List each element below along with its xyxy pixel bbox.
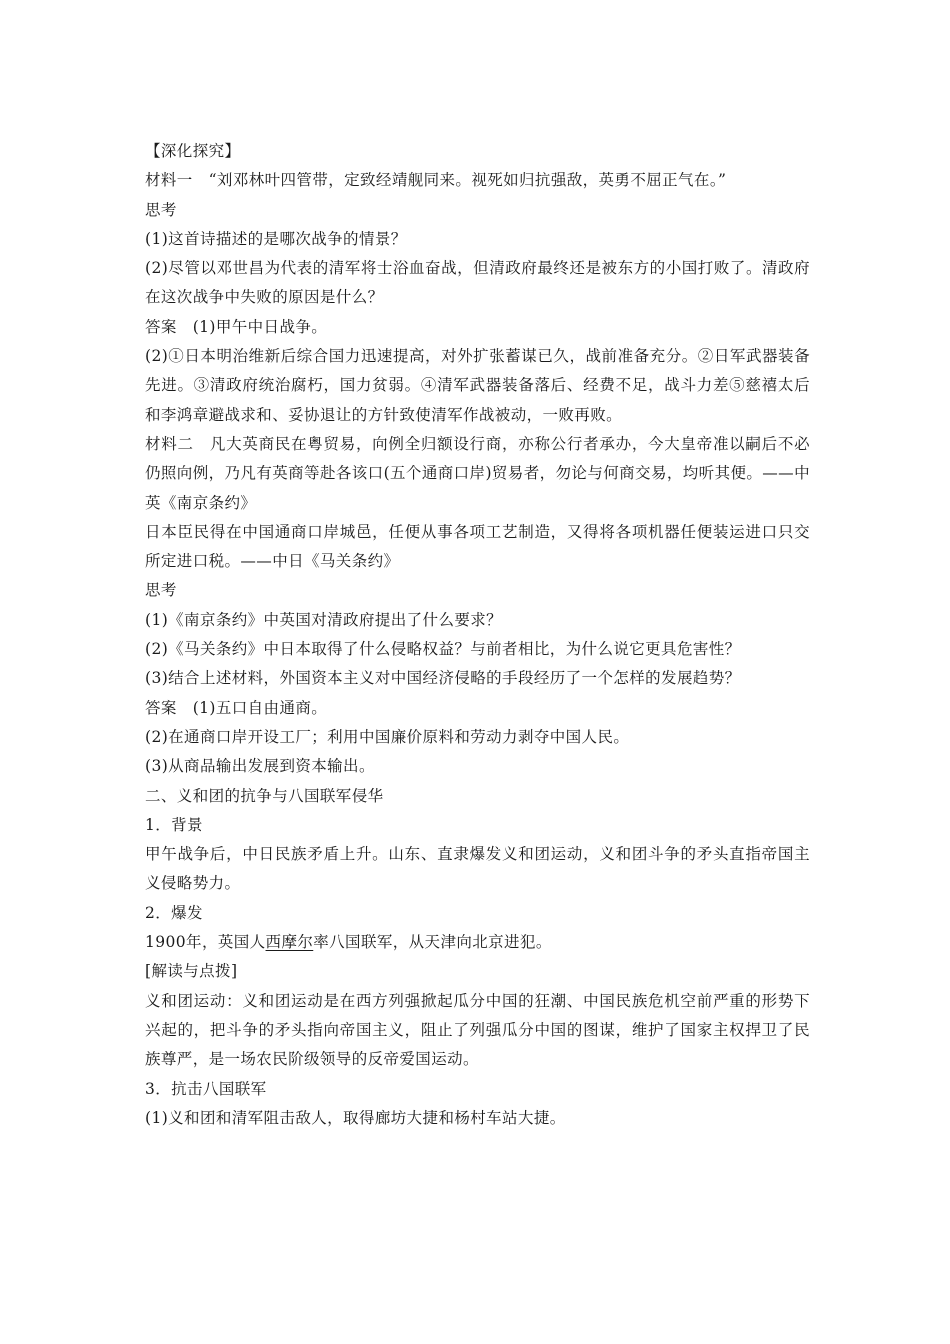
outbreak-post: 率八国联军，从天津向北京进犯。 — [313, 933, 552, 952]
document-page — [145, 137, 810, 1133]
interpret-text: 义和团运动：义和团运动是在西方列强掀起瓜分中国的狂潮、中国民族危机空前严重的形势下兴起的，把斗争的矛头指向帝国主义，阻止了列强瓜分中国的图谋，维护了国家主权捍卫了民族尊严，是一场农民阶级领导的反帝爱国运动。 — [145, 991, 810, 1069]
material-one: 材料一 “刘邓林叶四管带，定致经靖舰同来。视死如归抗强敌，英勇不屈正气在。” — [145, 171, 727, 190]
material-two-maguan: 日本臣民得在中国通商口岸城邑，任便从事各项工艺制造，又得将各项机器任便装运进口只交所定进口税。——中日《马关条约》 — [145, 522, 810, 571]
answer-2: (2)①日本明治维新后综合国力迅速提高，对外扩张蓄谋已久，战前准备充分。②日军武器装备先进。③清政府统治腐朽，国力贫弱。④清军武器装备落后、经费不足，战斗力差⑤慈禧太后和李鸿章避战求和、妥协退让的方针致使清军作战被动，一败再败。 — [145, 347, 810, 424]
answer-5: (3)从商品输出发展到资本输出。 — [145, 757, 375, 776]
section-two-title: 二、义和团的抗争与八国联军侵华 — [145, 786, 384, 805]
outbreak-name-underlined: 西摩尔 — [265, 933, 314, 952]
interpret-label: [解读与点拨] — [145, 962, 238, 981]
think-label-2: 思考 — [145, 581, 177, 600]
question-1: (1)这首诗描述的是哪次战争的情景？ — [145, 229, 407, 248]
question-2: (2)尽管以邓世昌为代表的清军将士浴血奋战，但清政府最终还是被东方的小国打败了。清政府在这次战争中失败的原因是什么？ — [145, 259, 810, 307]
outbreak-text — [145, 928, 810, 957]
question-3: (1)《南京条约》中英国对清政府提出了什么要求？ — [145, 610, 503, 629]
question-5: (3)结合上述材料，外国资本主义对中国经济侵略的手段经历了一个怎样的发展趋势？ — [145, 669, 741, 688]
outbreak-heading: 2．爆发 — [145, 903, 203, 922]
section-heading: 【深化探究】 — [145, 142, 241, 160]
question-4: (2)《马关条约》中日本取得了什么侵略权益？与前者相比，为什么说它更具危害性？ — [145, 640, 741, 659]
resist-item-1: (1)义和团和清军阻击敌人，取得廊坊大捷和杨村车站大捷。 — [145, 1108, 566, 1127]
background-text: 甲午战争后，中日民族矛盾上升。山东、直隶爆发义和团运动，义和团斗争的矛头直指帝国主义侵略势力。 — [145, 845, 810, 893]
answer-3: 答案 (1)五口自由通商。 — [145, 698, 328, 717]
think-label: 思考 — [145, 200, 177, 219]
answer-1: 答案 (1)甲午中日战争。 — [145, 317, 328, 336]
answer-4: (2)在通商口岸开设工厂；利用中国廉价原料和劳动力剥夺中国人民。 — [145, 727, 630, 746]
outbreak-pre: 1900年，英国人 — [145, 933, 266, 952]
resist-heading: 3．抗击八国联军 — [145, 1079, 267, 1098]
material-two-nanjing: 材料二 凡大英商民在粤贸易，向例全归额设行商，亦称公行者承办，今大皇帝准以嗣后不必仍照向例，乃凡有英商等赴各该口(五个通商口岸)贸易者，勿论与何商交易，均听其便。——中英《南京条约》 — [145, 434, 810, 512]
background-heading: 1．背景 — [145, 815, 203, 834]
